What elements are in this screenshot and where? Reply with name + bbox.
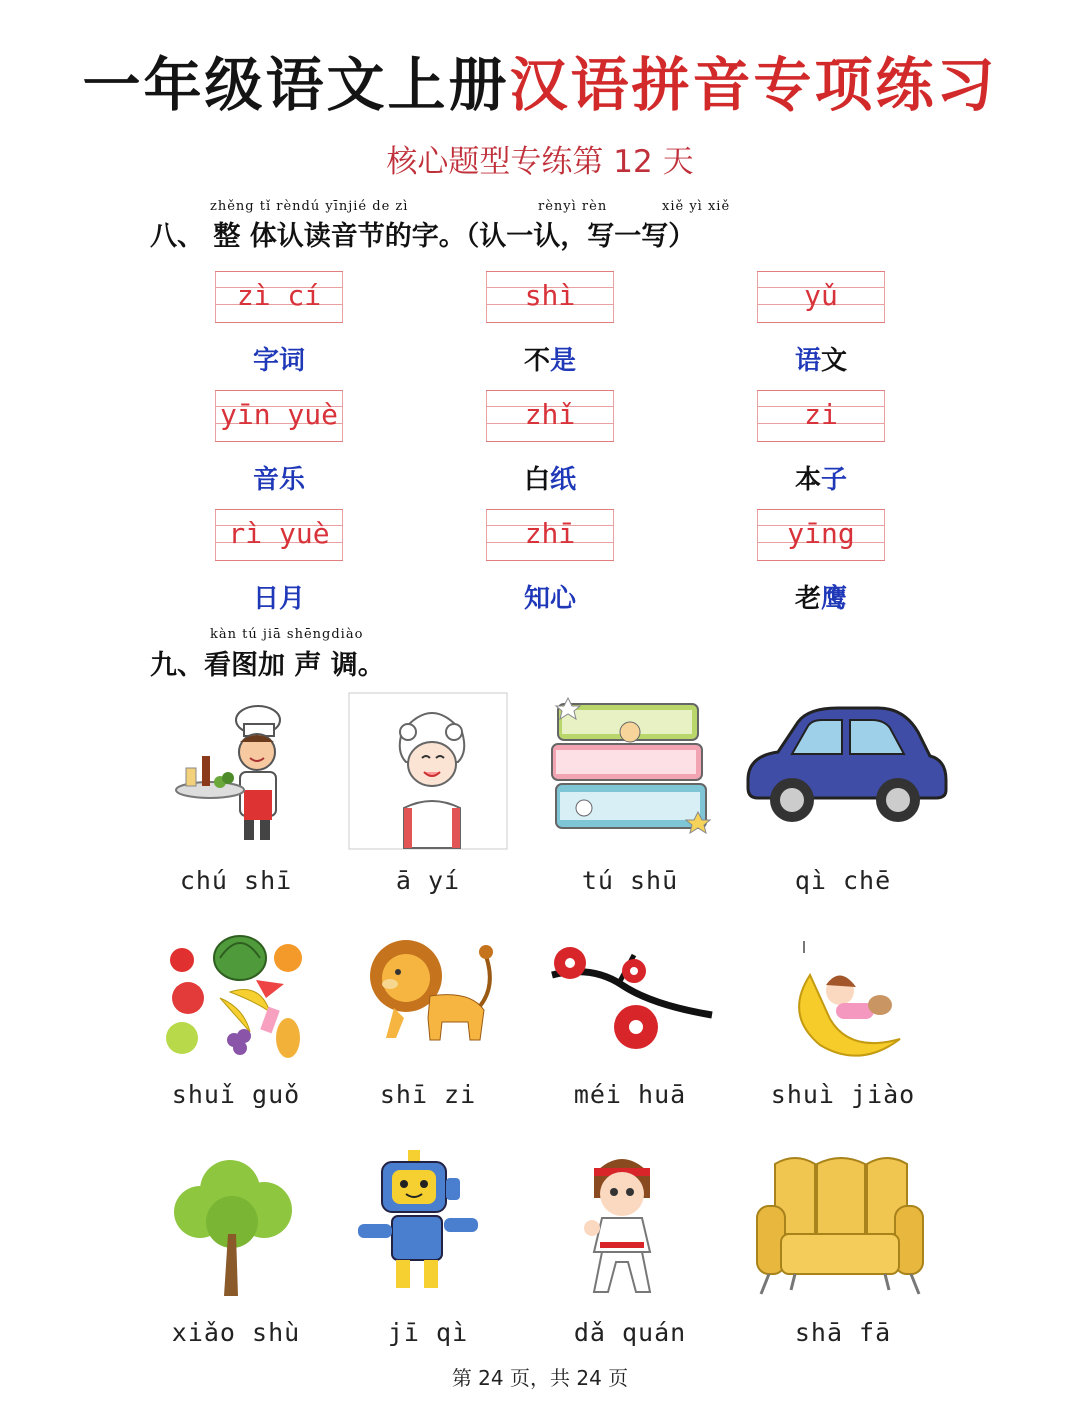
robot-icon: [352, 1148, 502, 1298]
pinyin-label: méi huā: [573, 1080, 687, 1109]
pinyin-text: yǔ: [804, 279, 838, 312]
lion-icon: [352, 930, 502, 1070]
pinyin-box: [757, 390, 885, 442]
pinyin-label: shā fā: [794, 1318, 892, 1347]
pinyin-label: xiǎo shù: [171, 1318, 301, 1347]
pinyin-label: ā yí: [395, 866, 461, 895]
pinyin-label: jī qì: [387, 1318, 469, 1347]
section9-title: 九、看图加 声 调。: [150, 650, 385, 681]
page-title: [0, 38, 1080, 122]
pinyin-text: rì yuè: [228, 517, 330, 550]
pinyin-text: zhǐ: [524, 398, 576, 431]
pinyin-label: dǎ quán: [573, 1318, 687, 1347]
pinyin-text: yīng: [787, 517, 855, 550]
word-label: 本子: [794, 465, 848, 495]
pinyin-text: zi: [804, 398, 838, 431]
word-label: 语文: [794, 346, 848, 376]
pinyin-label: tú shū: [581, 866, 679, 895]
pinyin-box: [215, 390, 343, 442]
pinyin-label: shuǐ guǒ: [171, 1080, 301, 1109]
title-red: 汉语拼音专项练习: [509, 51, 998, 119]
section8-title: 八、 整 体认读音节的字。（认一认，写一写）: [150, 221, 696, 252]
word-label: 不是: [523, 346, 577, 376]
page-footer: 第 24 页，共 24 页: [451, 1366, 629, 1390]
title-black: 一年级语文上册: [82, 51, 510, 119]
pinyin-box: [486, 509, 614, 561]
word-label: 白纸: [523, 465, 577, 495]
pinyin-box: [757, 271, 885, 323]
pinyin-text: shì: [524, 279, 576, 312]
word-label: 日月: [252, 584, 305, 614]
chef-icon: [160, 698, 320, 858]
pinyin-label: qì chē: [794, 866, 892, 895]
aunt-icon: [348, 692, 508, 850]
pinyin-text: zhī: [524, 517, 576, 550]
section9-pinyin: kàn tú jiā shēngdiào: [210, 627, 364, 642]
pinyin-label: shuì jiào: [770, 1080, 916, 1109]
word-label: 音乐: [252, 465, 305, 495]
section8-pinyin-3: xiě yì xiě: [662, 199, 731, 214]
word-label: 知心: [523, 584, 576, 614]
pinyin-text: yīn yuè: [219, 398, 338, 431]
sleeping-child-icon: [780, 935, 910, 1060]
section8-pinyin-2: rènyì rèn: [538, 199, 608, 214]
pinyin-box: [486, 390, 614, 442]
pinyin-text: zì cí: [236, 279, 322, 312]
tree-icon: [170, 1150, 300, 1300]
pinyin-label: shī zi: [379, 1080, 477, 1109]
boxing-girl-icon: [572, 1150, 672, 1300]
sofa-icon: [755, 1150, 925, 1300]
pinyin-box: [486, 271, 614, 323]
pinyin-box: [757, 509, 885, 561]
pinyin-box: [215, 509, 343, 561]
plum-blossom-icon: [548, 935, 713, 1060]
pinyin-label: chú shī: [179, 866, 293, 895]
fruits-icon: [160, 928, 310, 1068]
section8-pinyin: zhěng tǐ rèndú yīnjié de zì: [210, 199, 409, 214]
word-label: 老鹰: [794, 584, 848, 614]
page-subtitle: 核心题型专练第 12 天: [386, 144, 694, 180]
word-label: 字词: [252, 346, 305, 376]
pinyin-box: [215, 271, 343, 323]
books-icon: [538, 692, 728, 856]
car-icon: [738, 700, 948, 830]
